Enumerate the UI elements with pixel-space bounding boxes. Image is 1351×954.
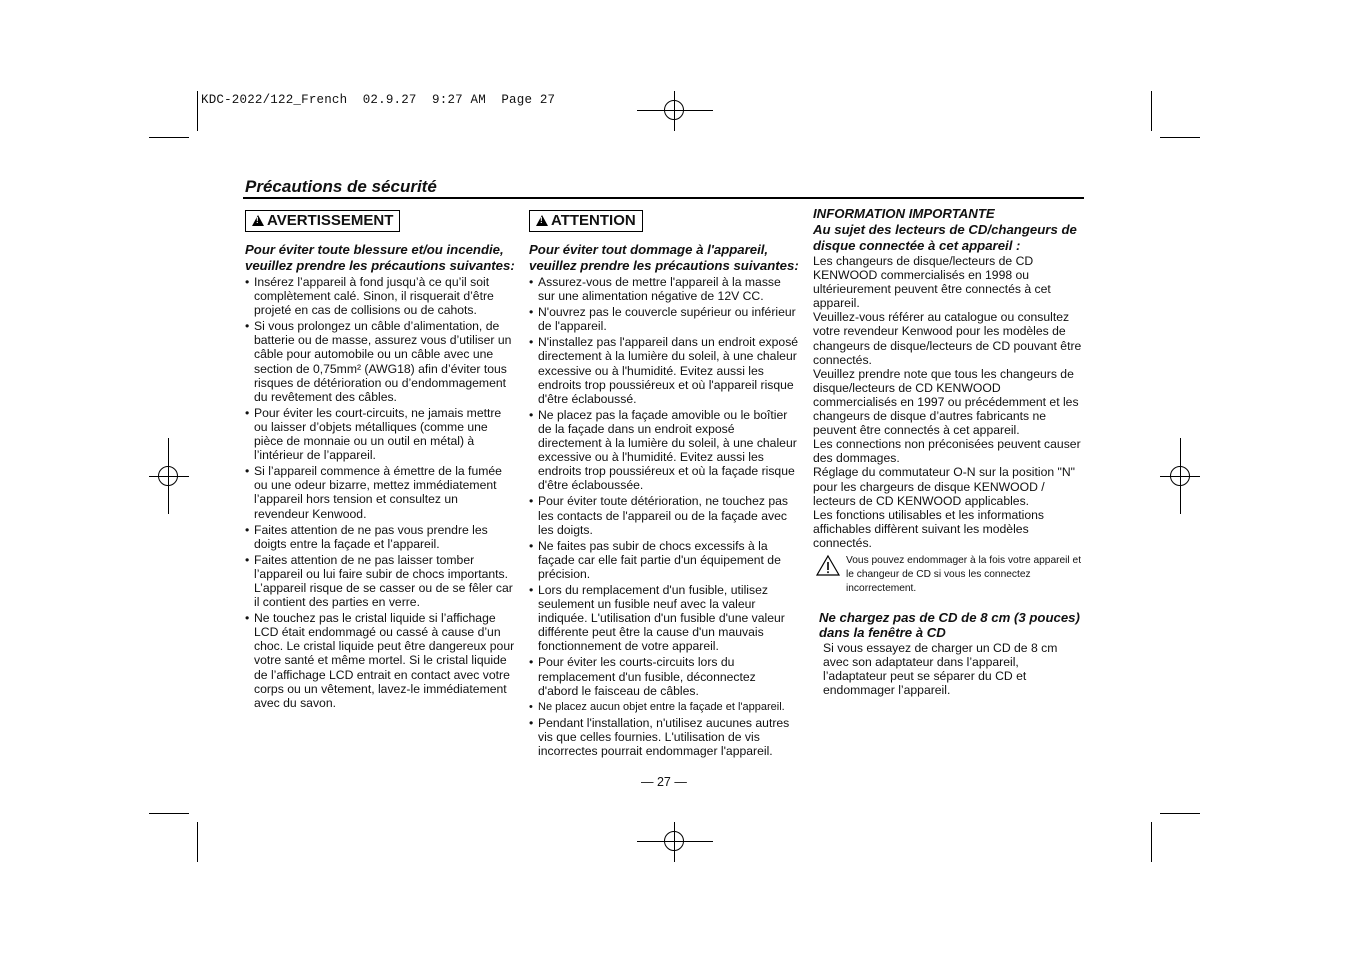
attention-heading: Pour éviter tout dommage à l'appareil, veuillez prendre les précautions suivantes:: [529, 242, 799, 273]
list-item: • Faites attention de ne pas vous prendre les doigts entre la façade et l’appareil.: [245, 523, 515, 551]
list-item: • Insérez l’appareil à fond jusqu’à ce qu’il soit complètement calé. Sinon, il risquerait d’être projeté en cas de collisions ou de cahots.: [245, 275, 515, 317]
crop-mark: [149, 137, 189, 138]
list-item: • Pendant l'installation, n'utilisez aucunes autres vis que celles fournies. L'utilisation de vis incorrectes pourrait endommager l'appareil.: [529, 716, 799, 758]
info-paragraph: Les fonctions utilisables et les informations affichables diffèrent suivant les modèles connectés.: [813, 507, 1045, 550]
warning-triangle-icon: [536, 215, 548, 226]
crop-mark: [1160, 137, 1200, 138]
caution-text: Vous pouvez endommager à la fois votre appareil et le changeur de CD si vous les connectez incorrectement.: [846, 554, 1082, 594]
list-item: • Lors du remplacement d'un fusible, utilisez seulement un fusible neuf avec la valeur indiquée. L'utilisation d'un fusible d'une valeur différente peut être la cause d'un mauvais fonctionnement de votre appareil.: [529, 583, 799, 653]
crop-mark: [1151, 822, 1152, 862]
crop-mark: [197, 822, 198, 862]
list-item: • Si vous prolongez un câble d’alimentation, de batterie ou de masse, assurez vous d’utiliser un câble pour automobile ou un câble avec une section de 0,75mm² (AWG18) afin d’éviter tous risques de détérioration ou d’endommagement du revêtement des câbles.: [245, 319, 515, 404]
attention-column: [529, 210, 799, 760]
info-paragraph: Veuillez prendre note que tous les changeurs de disque/lecteurs de CD KENWOOD commercialisés en 1997 ou précédemment et les changeurs de disque d’autres fabricants ne peuvent être connectés à cet appareil.: [813, 366, 1079, 438]
crop-mark: [1151, 91, 1152, 131]
page-number: — 27 —: [641, 775, 687, 789]
warning-label: AVERTISSEMENT: [267, 212, 394, 229]
list-item: • Ne touchez pas le cristal liquide si l’affichage LCD était endommagé ou cassé à cause d’un choc. Le cristal liquide peut être dangereux pour votre santé et même mortel. Si le cristal liquide de l’affichage LCD entrait en contact avec votre corps ou un vêtement, lavez-le immédiatement avec du savon.: [245, 611, 515, 710]
list-item: • N'ouvrez pas le couvercle supérieur ou inférieur de l'appareil.: [529, 305, 799, 333]
crop-mark: [1160, 813, 1200, 814]
print-slug: KDC-2022/122_French 02.9.27 9:27 AM Page 27: [201, 93, 556, 107]
cd8-text: Si vous essayez de charger un CD de 8 cm avec son adaptateur dans l’appareil, l’adaptateur peut se séparer du CD et endommager l’appareil.: [823, 640, 1058, 698]
crop-mark: [149, 813, 189, 814]
list-item: • Faites attention de ne pas laisser tomber l’appareil ou lui faire subir de chocs importants. L’appareil risque de se casser ou de se fêler car il contient des parties en verre.: [245, 553, 515, 609]
list-item: • Si l’appareil commence à émettre de la fumée ou une odeur bizarre, mettez immédiatement l’appareil hors tension et consultez un revendeur Kenwood.: [245, 464, 515, 520]
warning-label-box: [245, 210, 400, 232]
list-item: • Ne faites pas subir de chocs excessifs à la façade car elle fait partie d'un équipement de précision.: [529, 539, 799, 581]
info-paragraph: Les connections non préconisées peuvent causer des dommages.: [813, 437, 1081, 466]
info-column: [813, 205, 1085, 697]
info-subheading: Au sujet des lecteurs de CD/changeurs de disque connectée à cet appareil :: [813, 222, 1077, 253]
list-item: • Ne placez pas la façade amovible ou le boîtier de la façade dans un endroit exposé directement à la lumière du soleil, à une chaleur excessive ou à l'humidité. Evitez aussi les endroits trop poussiéreux et où la façade risque d'être éclaboussée.: [529, 408, 799, 493]
list-item: • Ne placez aucun objet entre la façade et l'appareil.: [529, 700, 799, 714]
list-item: • Pour éviter toute détérioration, ne touchez pas les contacts de l'appareil ou de la façade avec les doigts.: [529, 494, 799, 536]
title-rule: [243, 197, 1084, 199]
info-paragraph: Réglage du commutateur O-N sur la position "N" pour les chargeurs de disque KENWOOD / lecteurs de CD KENWOOD applicables.: [813, 465, 1075, 508]
info-paragraph: Les changeurs de disque/lecteurs de CD KENWOOD commercialisés en 1998 ou ultérieurement peuvent être connectés à cet appareil.: [813, 254, 1051, 311]
info-heading: INFORMATION IMPORTANTE: [813, 206, 995, 221]
warning-column: [245, 210, 515, 712]
list-item: • Assurez-vous de mettre l'appareil à la masse sur une alimentation négative de 12V CC.: [529, 275, 799, 303]
warning-triangle-icon: [252, 215, 264, 226]
caution-triangle-icon: [815, 554, 841, 578]
info-paragraph: Veuillez-vous référer au catalogue ou consultez votre revendeur Kenwood pour les modèles de changeurs de disque/lecteurs de CD pouvant être connectés.: [813, 310, 1082, 367]
list-item: • Pour éviter les courts-circuits lors du remplacement d'un fusible, déconnectez d'abord le faisceau de câbles.: [529, 655, 799, 697]
warning-list: [245, 275, 515, 710]
attention-label: ATTENTION: [551, 212, 636, 229]
list-item: • N'installez pas l'appareil dans un endroit exposé directement à la lumière du soleil, à une chaleur excessive ou à l'humidité. Evitez aussi les endroits trop poussiéreux et où l'appareil risque d'être éclaboussé.: [529, 335, 799, 405]
warning-heading: Pour éviter toute blessure et/ou incendie, veuillez prendre les précautions suivantes:: [245, 242, 515, 273]
page-title: Précautions de sécurité: [245, 177, 437, 196]
cd8-heading: Ne chargez pas de CD de 8 cm (3 pouces) dans la fenêtre à CD: [819, 609, 1080, 641]
list-item: • Pour éviter les court-circuits, ne jamais mettre ou laisser d’objets métalliques (comme une pièce de monnaie ou un outil en métal) à l’intérieur de l’appareil.: [245, 406, 515, 462]
caution-note: [815, 554, 1085, 596]
crop-mark: [197, 91, 198, 131]
attention-label-box: [529, 210, 643, 232]
attention-list: [529, 275, 799, 758]
